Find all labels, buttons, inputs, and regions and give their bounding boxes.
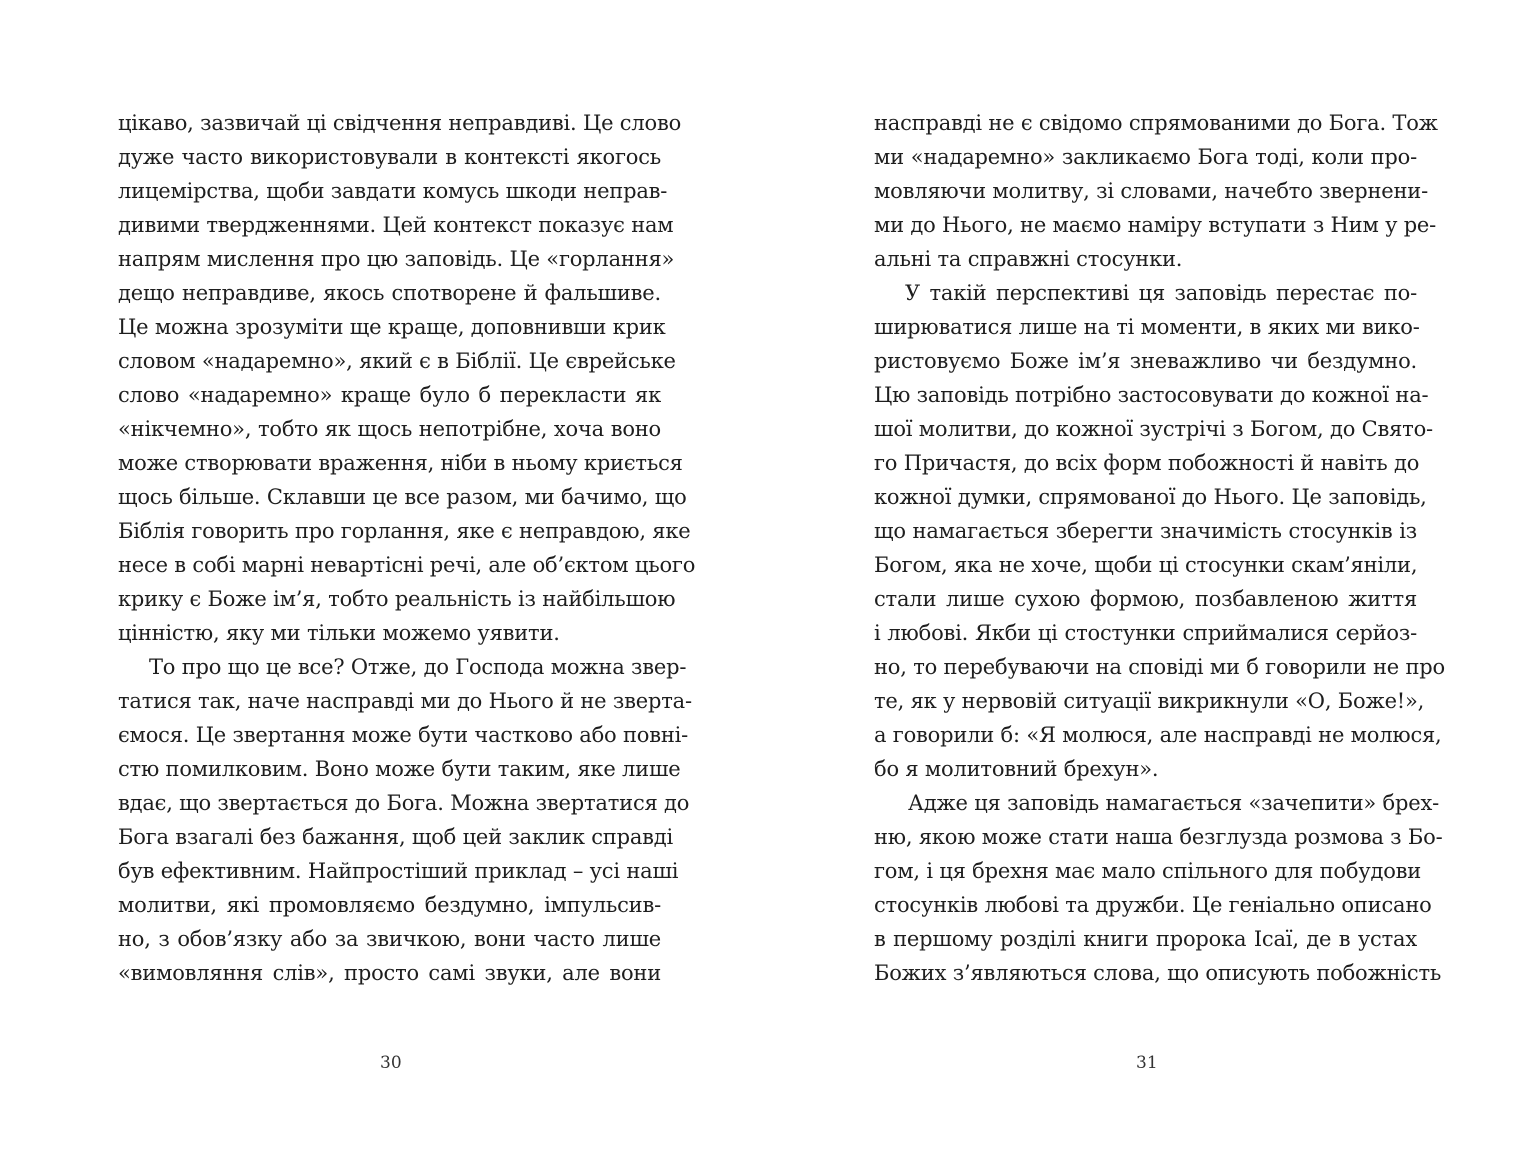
text-line: стали лише сухою формою, позбавленою життя xyxy=(874,587,1417,611)
right-page xyxy=(768,0,1536,1152)
text-line: був ефективним. Найпростіший приклад – усі наші xyxy=(118,859,679,883)
text-line: мовляючи молитву, зі словами, начебто звернени- xyxy=(874,179,1428,203)
text-line: У такій перспективі ця заповідь перестає по- xyxy=(905,281,1417,305)
text-line: несе в собі марні невартісні речі, але об’єктом цього xyxy=(118,553,696,577)
text-line: Цю заповідь потрібно застосовувати до кожної на- xyxy=(874,383,1429,407)
text-line: і любові. Якби ці стостунки сприймалися серйоз- xyxy=(874,621,1417,645)
text-line: «вимовляння слів», просто самі звуки, але вони xyxy=(118,961,661,985)
text-line: но, з обов’язку або за звичкою, вони часто лише xyxy=(118,927,661,951)
text-line: дивими твердженнями. Цей контекст показує нам xyxy=(118,213,674,237)
text-line: Божих з’являються слова, що описують побожність xyxy=(874,961,1442,985)
text-line: Це можна зрозуміти ще краще, доповнивши крик xyxy=(118,315,666,339)
text-line: стю помилковим. Воно може бути таким, яке лише xyxy=(118,757,681,781)
text-line: дещо неправдиве, якось спотворене й фальшиве. xyxy=(118,281,661,305)
text-line: насправді не є свідомо спрямованими до Бога. Тож xyxy=(874,111,1438,135)
text-line: дуже часто використовували в контексті якогось xyxy=(118,145,661,169)
text-line: кожної думки, спрямованої до Нього. Це заповідь, xyxy=(874,485,1427,509)
text-line: «нікчемно», тобто як щось непотрібне, хоча воно xyxy=(118,417,661,441)
text-line: напрям мислення про цю заповідь. Це «горлання» xyxy=(118,247,675,271)
text-line: вдає, що звертається до Бога. Можна звертатися до xyxy=(118,791,690,815)
text-line: То про що це все? Отже, до Господа можна звер- xyxy=(149,655,687,679)
text-line: альні та справжні стосунки. xyxy=(874,247,1183,271)
text-line: може створювати враження, ніби в ньому криється xyxy=(118,451,683,475)
text-line: го Причастя, до всіх форм побожності й навіть до xyxy=(874,451,1420,475)
text-line: лицемірства, щоби завдати комусь шкоди неправ- xyxy=(118,179,668,203)
text-line: бо я молитовний брехун». xyxy=(874,757,1159,781)
text-line: що намагається зберегти значимість стосунків із xyxy=(874,519,1417,543)
text-line: щось більше. Склавши це все разом, ми бачимо, що xyxy=(118,485,687,509)
page-number: 30 xyxy=(380,1053,402,1073)
text-line: слово «надаремно» краще було б перекласти як xyxy=(118,383,661,407)
text-line: словом «надаремно», який є в Біблії. Це єврейське xyxy=(118,349,676,373)
text-line: молитви, які промовляємо бездумно, імпульсив- xyxy=(118,893,661,917)
text-line: стосунків любові та дружби. Це геніально описано xyxy=(874,893,1432,917)
text-line: Богом, яка не хоче, щоби ці стосунки скам’яніли, xyxy=(874,553,1418,577)
text-line: татися так, наче насправді ми до Нього й не зверта- xyxy=(118,689,692,713)
text-line: цікаво, зазвичай ці свідчення неправдиві. Це слово xyxy=(118,111,682,135)
text-line: ристовуємо Боже ім’я зневажливо чи бездумно. xyxy=(874,349,1417,373)
text-line: Бога взагалі без бажання, щоб цей заклик справді xyxy=(118,825,674,849)
right-page-body xyxy=(874,106,1445,990)
text-line: ширюватися лише на ті моменти, в яких ми вико- xyxy=(874,315,1420,339)
text-line: Адже ця заповідь намагається «зачепити» брех- xyxy=(908,791,1439,815)
text-line: гом, і ця брехня має мало спільного для побудови xyxy=(874,859,1422,883)
text-line: крику є Боже ім’я, тобто реальність із найбільшою xyxy=(118,587,676,611)
text-line: те, як у нервовій ситуації викрикнули «О, Боже!», xyxy=(874,689,1425,713)
text-line: ми «надаремно» закликаємо Бога тоді, коли про- xyxy=(874,145,1417,169)
left-page-body xyxy=(118,106,696,990)
text-line: а говорили б: «Я молюся, але насправді не молюся, xyxy=(874,723,1442,747)
page-number: 31 xyxy=(1136,1053,1158,1073)
text-line: Біблія говорить про горлання, яке є неправдою, яке xyxy=(118,519,691,543)
text-line: ню, якою може стати наша безглузда розмова з Бо- xyxy=(874,825,1443,849)
text-line: ми до Нього, не маємо наміру вступати з Ним у ре- xyxy=(874,213,1437,237)
text-line: шої молитви, до кожної зустрічі з Богом, до Свято- xyxy=(874,417,1433,441)
text-line: ємося. Це звертання може бути частково або повні- xyxy=(118,723,689,747)
text-line: но, то перебуваючи на сповіді ми б говорили не про xyxy=(874,655,1445,679)
text-line: в першому розділі книги пророка Ісаї, де в устах xyxy=(874,927,1417,951)
text-line: цінністю, яку ми тільки можемо уявити. xyxy=(118,621,560,645)
